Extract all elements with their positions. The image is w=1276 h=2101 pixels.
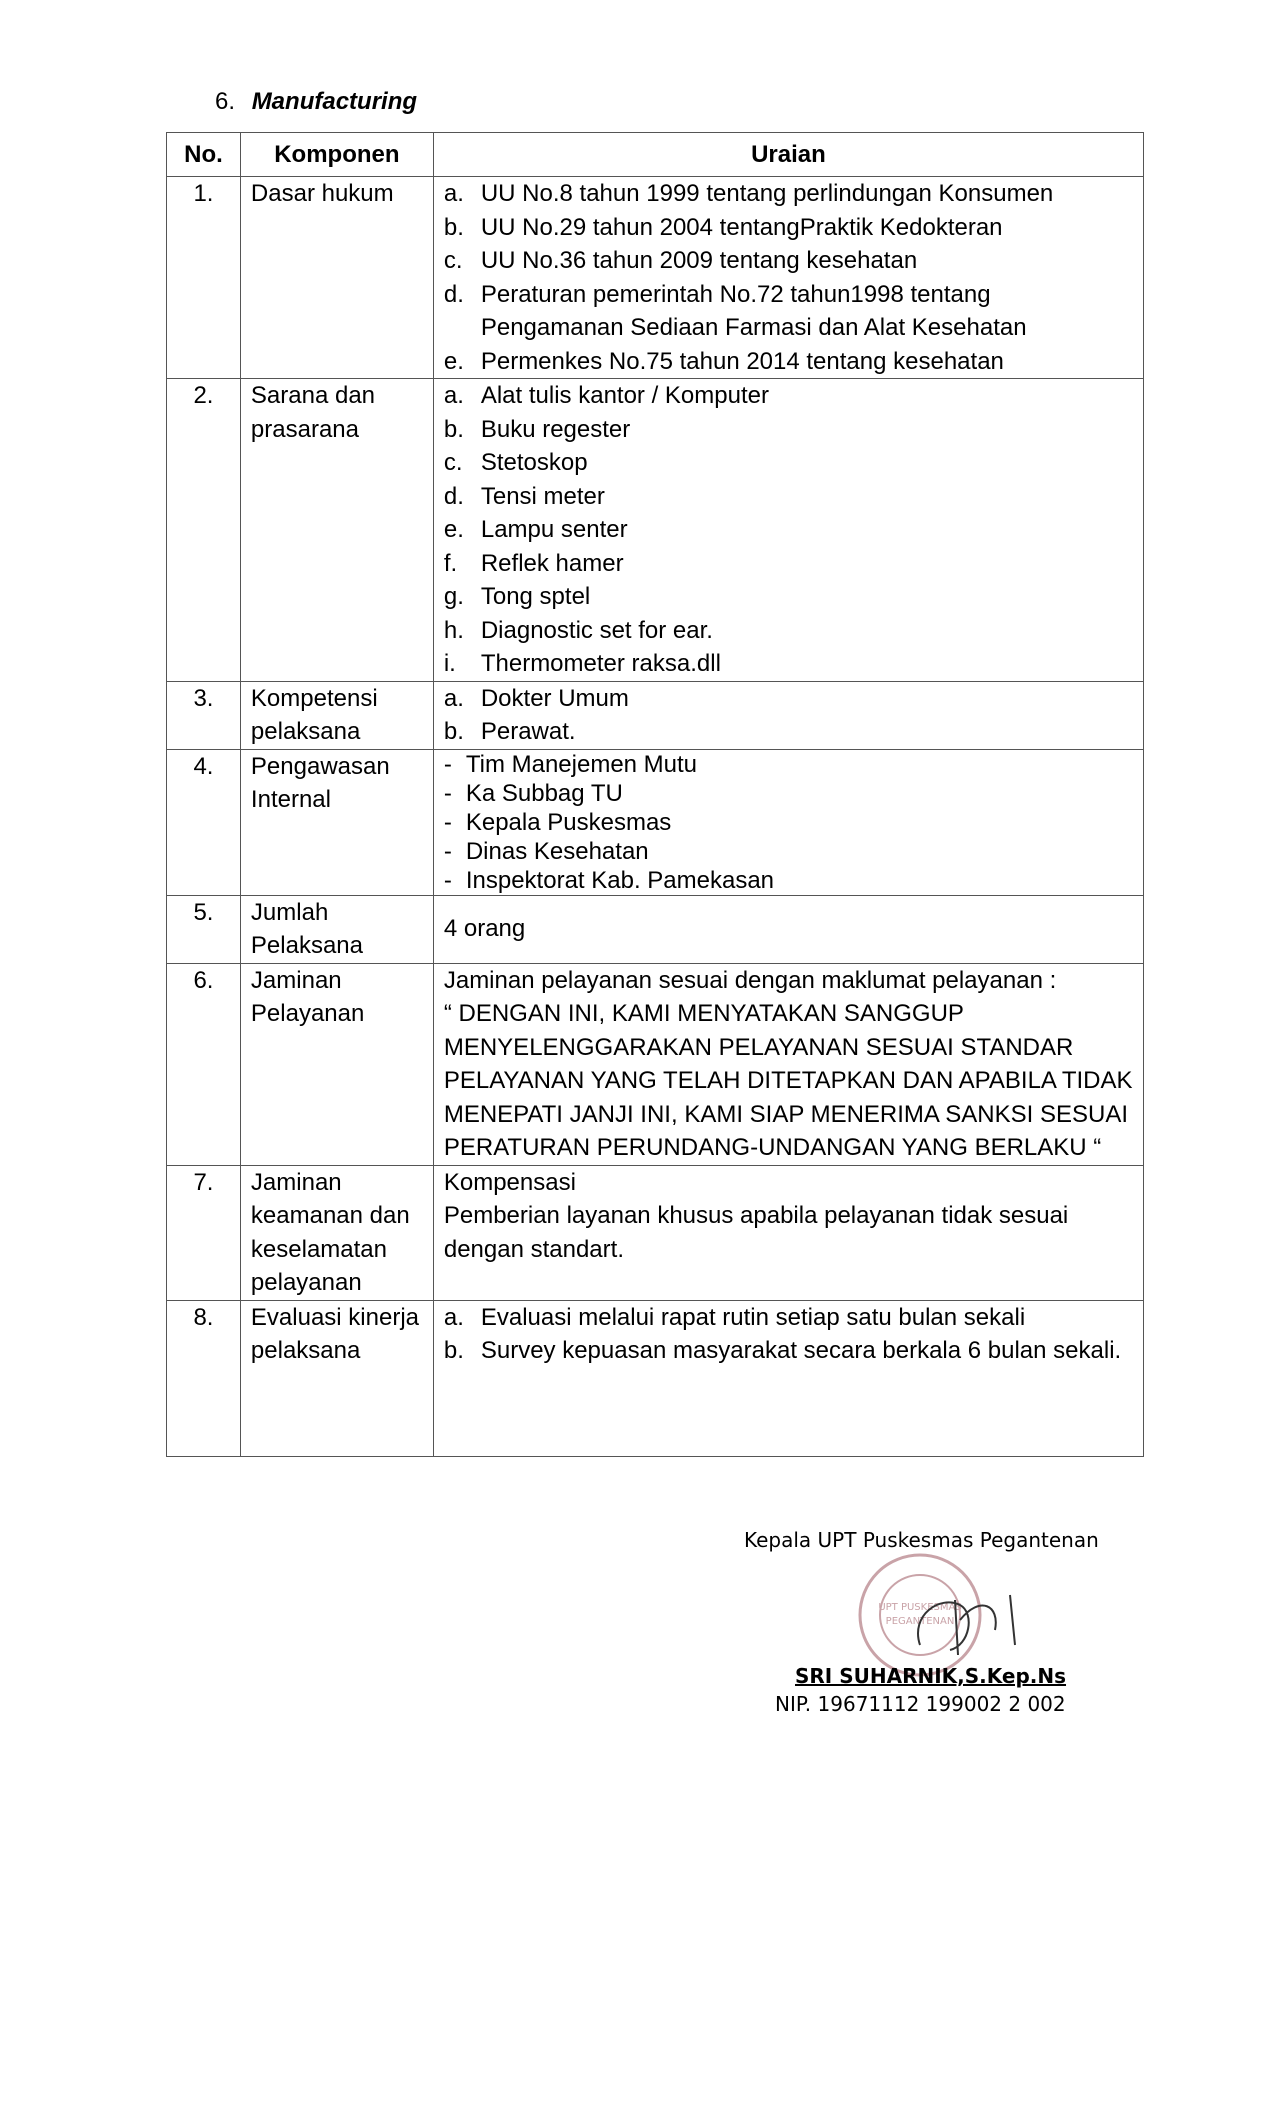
table-row xyxy=(167,177,1144,379)
list-text: Reflek hamer xyxy=(480,549,624,577)
svg-text:PEGANTENAN: PEGANTENAN xyxy=(885,1616,955,1627)
svg-text:UPT PUSKESMAS: UPT PUSKESMAS xyxy=(878,1602,962,1613)
service-standard-table xyxy=(166,132,1144,1457)
row-uraian xyxy=(433,379,1143,682)
list-text: Stetoskop xyxy=(480,449,588,476)
row-uraian xyxy=(433,749,1143,895)
list-item xyxy=(444,682,1133,716)
table-header-row xyxy=(167,133,1144,177)
row-komponen: Jaminan keamanan dan keselamatan pelayanan xyxy=(240,1165,433,1300)
table-row xyxy=(167,1300,1144,1456)
row-number: 2. xyxy=(167,379,241,682)
list-text: UU No.8 tahun 1999 tentang perlindungan Konsumen xyxy=(480,180,1054,207)
table-row xyxy=(167,1165,1144,1300)
list-text: Dokter Umum xyxy=(480,684,629,712)
list-text: Perawat. xyxy=(480,718,576,745)
row-number: 6. xyxy=(167,963,241,1165)
list-item xyxy=(444,177,1133,211)
row-number: 3. xyxy=(167,681,241,749)
row-number: 5. xyxy=(167,895,241,963)
list-marker: - xyxy=(443,808,452,836)
table-row xyxy=(167,749,1144,895)
list-item xyxy=(444,413,1133,447)
list-marker: e. xyxy=(443,347,464,375)
list-marker: a. xyxy=(443,1303,464,1331)
row-uraian: 4 orang xyxy=(433,895,1143,963)
list-marker: c. xyxy=(443,247,463,274)
list-marker: - xyxy=(443,837,452,865)
list-marker: b. xyxy=(443,1337,464,1364)
list-item xyxy=(444,580,1133,614)
row-number: 8. xyxy=(167,1300,241,1456)
list-text: Peraturan pemerintah No.72 tahun1998 tentang Pengamanan Sediaan Farmasi dan Alat Kesehatan xyxy=(480,280,1027,341)
list-item xyxy=(444,866,1133,895)
list-text: Lampu senter xyxy=(480,516,628,543)
table-row xyxy=(167,963,1144,1165)
list-text: Ka Subbag TU xyxy=(465,779,623,807)
handwritten-signature-icon xyxy=(900,1575,1040,1665)
list-item xyxy=(444,211,1133,245)
list-text: Permenkes No.75 tahun 2014 tentang kesehatan xyxy=(480,347,1004,375)
list-marker: h. xyxy=(443,616,464,644)
row-komponen: Jaminan Pelayanan xyxy=(240,963,433,1165)
signatory-nip: NIP. 19671112 199002 2 002 xyxy=(775,1692,1066,1716)
list-marker: i. xyxy=(443,650,456,677)
list-item xyxy=(444,837,1133,866)
list-text: Inspektorat Kab. Pamekasan xyxy=(465,866,775,894)
table-row xyxy=(167,895,1144,963)
list-item xyxy=(444,1334,1133,1368)
section-heading xyxy=(215,88,417,116)
list-marker: d. xyxy=(443,280,464,308)
row-number: 7. xyxy=(167,1165,241,1300)
list-item xyxy=(444,547,1133,581)
list-text: UU No.36 tahun 2009 tentang kesehatan xyxy=(480,247,918,274)
list-marker: - xyxy=(443,779,452,807)
list-marker: f. xyxy=(443,549,458,577)
uraian-pledge: “ DENGAN INI, KAMI MENYATAKAN SANGGUP MENYELENGGARAKAN PELAYANAN SESUAI STANDAR PELAYANAN YANG TELAH DITETAPKAN DAN APABILA TIDAK MENEPATI JANJI INI, KAMI SIAP MENERIMA SANKSI SESUAI PERATURAN PERUNDANG-UNDANGAN YANG BERLAKU “ xyxy=(443,1000,1133,1161)
list-marker: - xyxy=(443,866,452,894)
list-marker: g. xyxy=(443,583,464,610)
list-item xyxy=(444,278,1133,345)
signature-title: Kepala UPT Puskesmas Pegantenan xyxy=(744,1528,1099,1552)
row-number: 4. xyxy=(167,749,241,895)
list-text: Dinas Kesehatan xyxy=(465,837,649,865)
list-text: Tensi meter xyxy=(480,482,605,510)
list-text: UU No.29 tahun 2004 tentangPraktik Kedokteran xyxy=(480,213,1003,241)
list-marker: a. xyxy=(443,684,464,712)
row-uraian xyxy=(433,681,1143,749)
list-marker: b. xyxy=(443,718,464,745)
row-komponen: Kompetensi pelaksana xyxy=(240,681,433,749)
list-item xyxy=(444,779,1133,808)
row-number: 1. xyxy=(167,177,241,379)
list-item xyxy=(444,614,1133,648)
uraian-intro: Jaminan pelayanan sesuai dengan maklumat pelayanan : xyxy=(443,966,1057,994)
list-marker: a. xyxy=(443,382,464,409)
row-uraian xyxy=(433,1300,1143,1456)
row-uraian xyxy=(433,963,1143,1165)
list-text: Thermometer raksa.dll xyxy=(480,650,721,677)
list-marker: c. xyxy=(443,449,463,476)
list-item xyxy=(444,808,1133,837)
row-uraian xyxy=(433,1165,1143,1300)
list-item xyxy=(444,345,1133,379)
list-item xyxy=(444,244,1133,278)
header-uraian: Uraian xyxy=(433,133,1143,177)
list-marker: a. xyxy=(443,180,464,207)
uraian-description: Pemberian layanan khusus apabila pelayanan tidak sesuai dengan standart. xyxy=(443,1202,1069,1263)
list-text: Alat tulis kantor / Komputer xyxy=(480,382,769,409)
list-text: Diagnostic set for ear. xyxy=(480,616,713,644)
list-text: Evaluasi melalui rapat rutin setiap satu bulan sekali xyxy=(480,1303,1026,1331)
header-no: No. xyxy=(167,133,241,177)
signatory-name: SRI SUHARNIK,S.Kep.Ns xyxy=(795,1664,1067,1688)
row-komponen: Dasar hukum xyxy=(240,177,433,379)
list-marker: e. xyxy=(443,516,464,543)
list-text: Survey kepuasan masyarakat secara berkala 6 bulan sekali. xyxy=(480,1337,1122,1364)
list-item xyxy=(444,1301,1133,1335)
section-title: Manufacturing xyxy=(251,88,418,115)
header-komponen: Komponen xyxy=(240,133,433,177)
table-row xyxy=(167,379,1144,682)
list-text: Buku regester xyxy=(480,415,631,443)
list-text: Tim Manejemen Mutu xyxy=(465,750,698,778)
list-item xyxy=(444,480,1133,514)
section-number: 6. xyxy=(215,88,236,115)
row-komponen: Pengawasan Internal xyxy=(240,749,433,895)
row-komponen: Jumlah Pelaksana xyxy=(240,895,433,963)
list-text: Kepala Puskesmas xyxy=(465,808,672,836)
row-komponen: Sarana dan prasarana xyxy=(240,379,433,682)
list-marker: - xyxy=(443,750,452,778)
list-item xyxy=(444,647,1133,681)
list-item xyxy=(444,513,1133,547)
table-row xyxy=(167,681,1144,749)
list-marker: b. xyxy=(443,415,464,443)
uraian-heading: Kompensasi xyxy=(443,1168,576,1196)
list-item xyxy=(444,446,1133,480)
list-marker: d. xyxy=(443,482,464,510)
list-item xyxy=(444,715,1133,749)
list-text: Tong sptel xyxy=(480,583,591,610)
list-item xyxy=(444,379,1133,413)
list-item xyxy=(444,750,1133,779)
row-uraian xyxy=(433,177,1143,379)
list-marker: b. xyxy=(443,213,464,241)
row-komponen: Evaluasi kinerja pelaksana xyxy=(240,1300,433,1456)
